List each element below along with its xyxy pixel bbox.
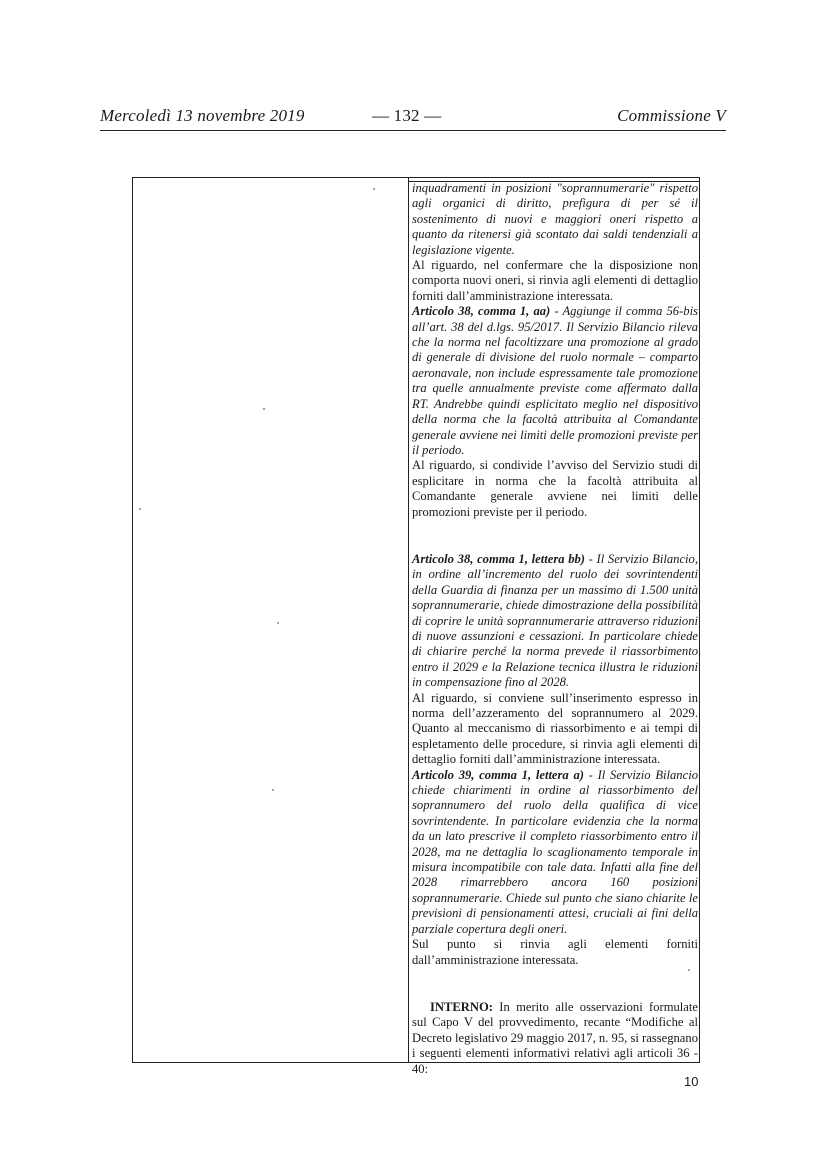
page-header [100,106,726,132]
scan-speck [139,508,141,510]
article-38-bb-body: - Il Servizio Bilancio, in ordine all’incremento del ruolo dei sovrintendenti della Guardia di finanza per un massimo di 1.500 unità soprannumerarie, chiede dimostrazione della possibilità di coprire le unità soprannumerarie attraverso riduzioni di nuove assunzioni e cessazioni. In particolare chiede di chiarire perché la norma prevede il riassorbimento entro il 2029 e la Relazione tecnica illustra le riduzioni in compensazione fino al 2028. [412,551,698,690]
column-divider [408,178,409,1062]
paragraph-9 [412,1000,698,1077]
paragraph-5 [412,552,698,691]
header-date: Mercoledì 13 novembre 2019 [100,106,305,125]
scan-speck [272,789,274,791]
paragraph-1: inquadramenti in posizioni "soprannumerarie" rispetto agli organici di diritto, prefigura di per sé il sostenimento di nuovi e maggiori oneri rispetto a quanto da ritenersi già scontato dai saldi tendenziali a legislazione vigente. [412,181,698,257]
article-38-bb-heading: Articolo 38, comma 1, lettera bb) [412,551,585,566]
scan-speck [263,408,265,410]
header-rule [100,130,726,131]
paragraph-2: Al riguardo, nel confermare che la disposizione non comporta nuovi oneri, si rinvia agli elementi di dettaglio forniti dall’amministrazione interessata. [412,258,698,303]
page-footer-number: 10 [684,1074,699,1089]
scan-speck [688,969,690,971]
paragraph-6: Al riguardo, si conviene sull’inserimento espresso in norma dell’azzeramento del soprannumero al 2029. Quanto al meccanismo di riassorbimento e ai tempi di espletamento delle procedure, si rinvia agli elementi di dettaglio forniti dall’amministrazione interessata. [412,690,698,767]
paragraph-8: Sul punto si rinvia agli elementi forniti dall’amministrazione interessata. [412,937,698,967]
paragraph-4: Al riguardo, si condivide l’avviso del Servizio studi di esplicitare in norma che la facoltà attribuita al Comandante generale avviene nei limiti delle promozioni previste per il periodo. [412,458,698,519]
paragraph-7 [412,768,698,937]
scan-speck [373,188,375,190]
article-38-aa-heading: Articolo 38, comma 1, aa) [412,304,551,319]
header-page-number: — 132 — [372,106,442,125]
article-38-aa-body: - Aggiunge il comma 56-bis all’art. 38 del d.lgs. 95/2017. Il Servizio Bilancio rileva che la norma nel facoltizzare una promozione al grado di generale di divisione del ruolo normale – comparto aeronavale, non include espressamente tale promozione tra quelle annualmente previste come affermato dalla RT. Andrebbe quindi esplicitato meglio nel dispositivo della norma che la facoltà attribuita al Comandante generale avviene nei limiti delle promozioni previste per il periodo. [412,304,698,457]
spacer [412,520,698,552]
scan-speck [277,622,279,624]
article-39-a-heading: Articolo 39, comma 1, lettera a) [412,767,584,782]
paragraph-3 [412,304,698,458]
header-commission: Commissione V [617,106,726,125]
interno-heading: INTERNO: [430,999,493,1014]
spacer [412,968,698,1000]
article-39-a-body: - Il Servizio Bilancio chiede chiarimenti in ordine al riassorbimento del soprannumero del ruolo della qualifica di vice sovrintendente. In particolare evidenzia che la norma da un lato prescrive il completo riassorbimento entro il 2028, ma ne dettaglia lo scaglionamento temporale in misura incompatibile con tale data. Infatti alla fine del 2028 rimarrebbero ancora 160 posizioni soprannumerarie. Chiede sul punto che siano chiarite le previsioni di pensionamenti attesi, cruciali ai fini della parziale copertura degli oneri. [412,767,698,936]
content-table [132,177,700,1076]
right-column [412,181,698,1077]
interno-body: In merito alle osservazioni formulate sul Capo V del provvedimento, recante “Modifiche al Decreto legislativo 29 maggio 2017, n. 95, si rassegnano i seguenti elementi informativi relativi agli articoli 36 - 40: [412,999,698,1076]
